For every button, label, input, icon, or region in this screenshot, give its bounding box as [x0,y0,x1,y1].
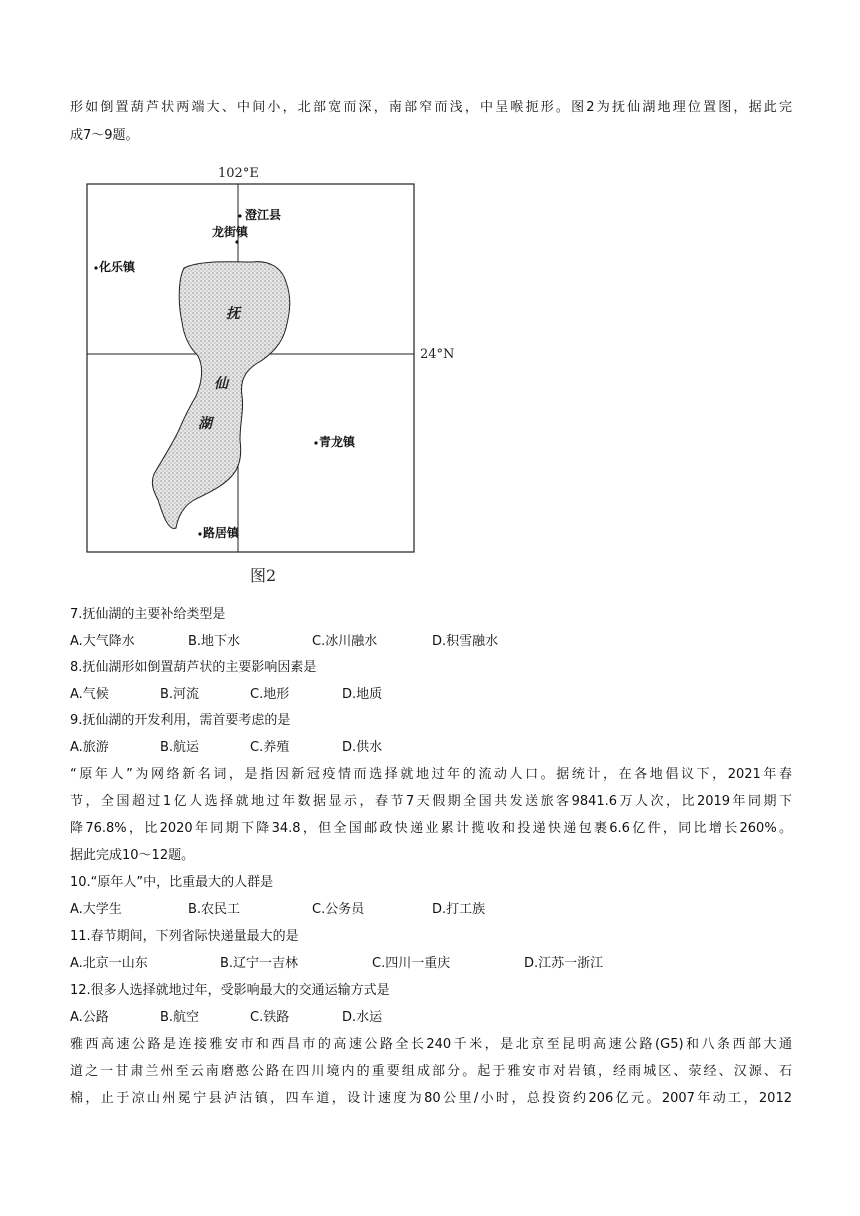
question-11-stem: 11.春节期间，下列省际快递量最大的是 [70,929,299,944]
question-12-stem: 12.很多人选择就地过年，受影响最大的交通运输方式是 [70,983,390,998]
fuxian-lake-map [80,160,470,590]
lake-shape [152,262,289,529]
passage-2-line-1: “原年人”为网络新名词，是指因新冠疫情而选择就地过年的流动人口。据统计，在各地倡议下，2021年春 [70,767,792,782]
passage-2-line-2: 节，全国超过1亿人选择就地过年数据显示，春节7天假期全国共发送旅客9841.6万人次，比2019年同期下 [70,794,792,809]
q8-option-a: A.气候 [70,687,109,702]
q11-option-b: B.辽宁一吉林 [220,956,299,971]
q12-option-a: A.公路 [70,1010,109,1025]
town-longjie: 龙街镇 [212,225,249,239]
question-10-stem: 10.“原年人”中，比重最大的人群是 [70,875,274,890]
longjie-dot [235,240,238,243]
town-huale: 化乐镇 [99,260,136,274]
qinglong-dot [314,441,317,444]
passage-2-line-3: 降76.8%，比2020年同期下降34.8，但全国邮政快递业累计揽收和投递快递包裹6.6亿件，同比增长260%。 [70,821,792,836]
q9-option-c: C.养殖 [250,740,290,755]
q7-option-c: C.冰川融水 [312,634,378,649]
lake-char-2: 仙 [214,376,228,392]
figure-caption: 图2 [250,566,277,585]
q8-option-d: D.地质 [342,687,383,702]
q7-option-a: A.大气降水 [70,634,135,649]
question-8-stem: 8.抚仙湖形如倒置葫芦状的主要影响因素是 [70,660,317,675]
q7-option-b: B.地下水 [188,634,241,649]
q9-option-a: A.旅游 [70,740,109,755]
q11-option-c: C.四川一重庆 [372,956,451,971]
intro-line-2: 成7～9题。 [70,128,139,143]
q9-option-d: D.供水 [342,740,383,755]
q12-option-c: C.铁路 [250,1010,290,1025]
town-qinglong: 青龙镇 [319,435,356,449]
q10-option-d: D.打工族 [432,902,486,917]
town-chengjiang: 澄江县 [245,208,282,222]
q10-option-a: A.大学生 [70,902,122,917]
intro-line-1: 形如倒置葫芦状两端大、中间小，北部宽而深，南部窄而浅，中呈喉扼形。图2为抚仙湖地理位置图，据此完 [70,100,792,115]
q8-option-b: B.河流 [160,687,200,702]
q7-option-d: D.积雪融水 [432,634,499,649]
q12-option-b: B.航空 [160,1010,200,1025]
longitude-label: 102°E [218,166,259,181]
latitude-label: 24°N [420,347,455,362]
q11-option-d: D.江苏一浙江 [524,956,604,971]
passage-3-line-2: 道之一甘肃兰州至云南磨憨公路在四川境内的重要组成部分。起于雅安市对岩镇，经雨城区、荥经、汉源、石 [70,1064,792,1079]
q11-option-a: A.北京一山东 [70,956,148,971]
q10-option-c: C.公务员 [312,902,365,917]
q10-option-b: B.农民工 [188,902,241,917]
huale-dot [94,266,97,269]
q12-option-d: D.水运 [342,1010,383,1025]
q8-option-c: C.地形 [250,687,290,702]
lake-char-1: 抚 [226,306,240,322]
q9-option-b: B.航运 [160,740,200,755]
question-7-stem: 7.抚仙湖的主要补给类型是 [70,607,226,622]
passage-3-line-1: 雅西高速公路是连接雅安市和西昌市的高速公路全长240千米，是北京至昆明高速公路(G5)和八条西部大通 [70,1037,792,1052]
town-luju: 路居镇 [203,526,240,540]
passage-3-line-3: 棉，止于凉山州冕宁县泸沽镇，四车道，设计速度为80公里/小时，总投资约206亿元。2007年动工，2012 [70,1091,792,1106]
luju-dot [198,532,201,535]
question-9-stem: 9.抚仙湖的开发利用，需首要考虑的是 [70,713,291,728]
passage-2-line-4: 据此完成10～12题。 [70,848,195,863]
lake-char-3: 湖 [198,416,212,432]
chengjiang-dot [238,214,241,217]
